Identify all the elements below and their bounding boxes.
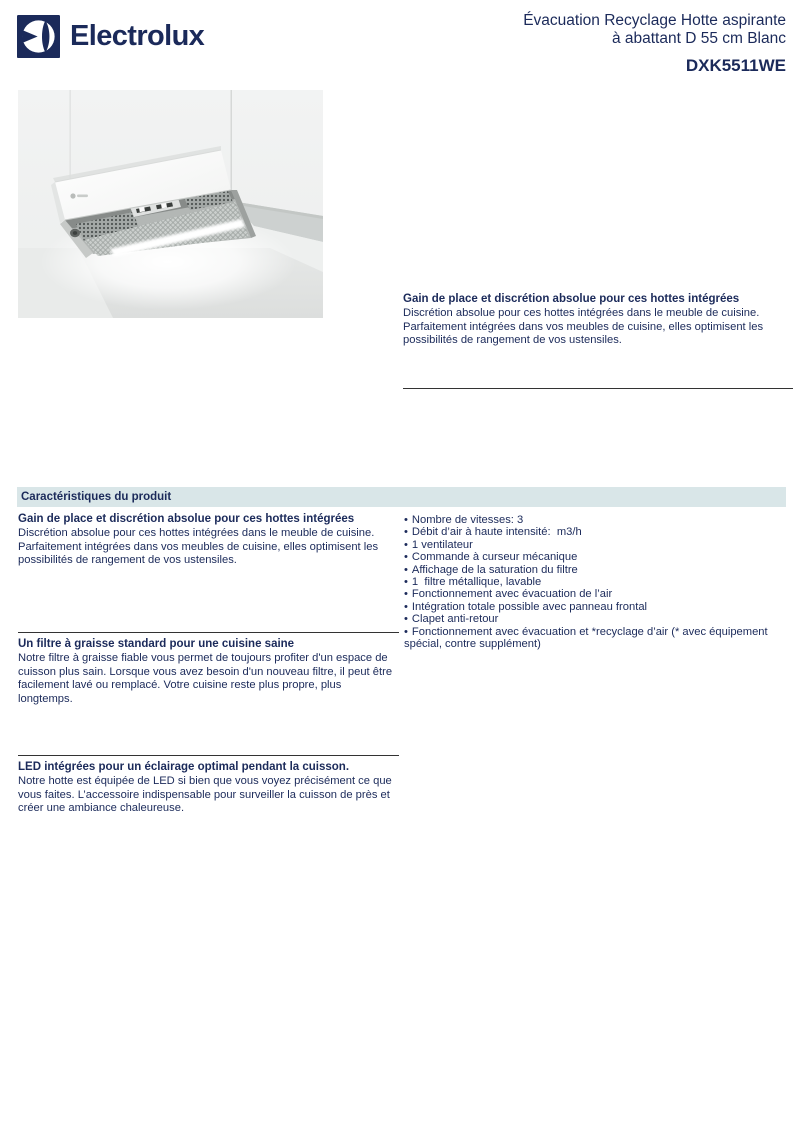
- intro-feature-body: Discrétion absolue pour ces hottes intégrées dans le meuble de cuisine. Parfaitement intégrées dans vos meubles de cuisine, elles optimisent les possibilités de rangement de vos ustensiles.: [403, 307, 764, 347]
- features-section-title: Caractéristiques du produit: [21, 491, 172, 503]
- feature-bullet-item: • Clapet anti-retour: [404, 613, 499, 626]
- electrolux-logo: [17, 15, 204, 58]
- feature-body: Notre hotte est équipée de LED si bien que vous voyez précisément ce que vous faites. L’accessoire indispensable pour surveiller la cuisson de près et créer une ambiance chaleureuse.: [18, 775, 392, 815]
- feature-body: Discrétion absolue pour ces hottes intégrées dans le meuble de cuisine. Parfaitement intégrées dans vos meubles de cuisine, elles optimisent les possibilités de rangement de vos ustensiles.: [18, 527, 379, 567]
- electrolux-logo-icon: [17, 15, 60, 58]
- feature-bullet-item: • 1 ventilateur: [404, 538, 473, 551]
- feature-heading: LED intégrées pour un éclairage optimal pendant la cuisson.: [18, 761, 350, 773]
- header-titles: [523, 12, 786, 76]
- intro-feature: [403, 292, 790, 348]
- product-photo-image: [18, 90, 323, 318]
- bullet-icon: •: [404, 551, 408, 564]
- bullet-icon: •: [404, 563, 408, 576]
- feature-bullet-item: • Affichage de la saturation du filtre: [404, 563, 578, 576]
- feature-block: [18, 756, 399, 816]
- feature-bullet-item: • 1 filtre métallique, lavable: [404, 576, 542, 589]
- features-left-column: [18, 512, 399, 816]
- feature-heading: Gain de place et discrétion absolue pour ces hottes intégrées: [18, 513, 355, 525]
- separator-line: [403, 388, 793, 389]
- intro-feature-heading: Gain de place et discrétion absolue pour ces hottes intégrées: [403, 293, 740, 305]
- feature-bullet-item: • Fonctionnement avec évacuation de l’air: [404, 588, 613, 601]
- bullet-icon: •: [404, 576, 408, 589]
- bullet-icon: •: [404, 538, 408, 551]
- product-photo: [18, 90, 323, 318]
- feature-block: [18, 512, 399, 632]
- feature-block: [18, 633, 399, 755]
- feature-bullet-item: • Commande à curseur mécanique: [404, 551, 578, 564]
- feature-body: Notre filtre à graisse fiable vous permet de toujours profiter d'un espace de cuisson plus sain. Lorsque vous avez besoin d'un nouveau filtre, il peut être facilement lavé ou remplacé. Votre cuisine reste plus propre, plus longtemps.: [18, 652, 393, 706]
- product-title: [523, 12, 786, 47]
- bullet-icon: •: [404, 625, 408, 638]
- feature-bullet-item: • Nombre de vitesses: 3: [404, 514, 524, 526]
- feature-heading: Un filtre à graisse standard pour une cuisine saine: [18, 638, 295, 650]
- bullet-icon: •: [404, 613, 408, 626]
- bullet-icon: •: [404, 600, 408, 613]
- feature-bullet-item: • Débit d’air à haute intensité: m3/h: [404, 526, 582, 539]
- bullet-icon: •: [404, 588, 408, 601]
- feature-bullet-item: • Intégration totale possible avec panneau frontal: [404, 600, 648, 613]
- product-model-number: DXK5511WE: [685, 56, 786, 75]
- electrolux-logo-text: Electrolux: [70, 20, 205, 52]
- bullet-icon: •: [404, 526, 408, 539]
- feature-bullet-item: • Fonctionnement avec évacuation et *recyclage d’air (* avec équipement spécial, contre supplément): [404, 625, 771, 651]
- product-title-line1: Évacuation Recyclage Hotte aspirante: [523, 12, 786, 29]
- features-bullet-column: [404, 514, 790, 650]
- product-title-line2: à abattant D 55 cm Blanc: [611, 29, 786, 47]
- features-section-title-bar: [17, 487, 786, 507]
- bullet-icon: •: [404, 514, 408, 526]
- feature-bullet-list: [404, 514, 790, 650]
